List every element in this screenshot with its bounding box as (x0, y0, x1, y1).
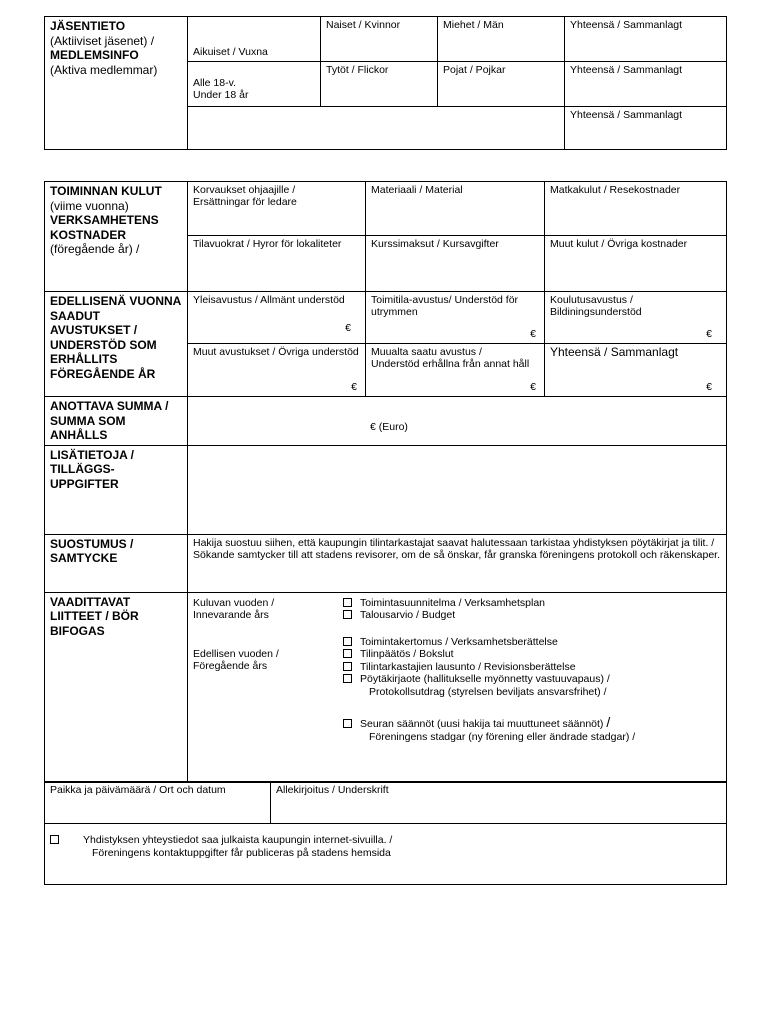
attachment-label: Toimintasuunnitelma / Verksamhetsplan (360, 596, 546, 609)
consent-text-cell (188, 534, 727, 592)
under18-label: Alle 18-v. Under 18 år (193, 77, 249, 101)
grand-total-field[interactable] (565, 107, 727, 150)
checkbox[interactable] (343, 674, 352, 683)
course-fees-label: Kurssimaksut / Kursavgifter (371, 238, 499, 250)
grants-title: EDELLISENÄ VUONNA SAADUT AVUSTUKSET / UNDERSTÖD SOM ERHÅLLITS FÖREGÅENDE ÅR (50, 294, 181, 381)
youth-total-label: Yhteensä / Sammanlagt (570, 64, 683, 76)
adults-label-cell (188, 17, 321, 62)
members-subtitle-sv: (Aktiva medlemmar) (50, 62, 158, 77)
checkbox[interactable] (343, 662, 352, 671)
youth-total-field[interactable] (565, 62, 727, 107)
signature-table (44, 781, 727, 885)
consent-section-label (45, 534, 188, 592)
attachment-label: Toimintakertomus / Verksamhetsberättelse (360, 635, 558, 648)
signature-label: Allekirjoitus / Underskrift (276, 784, 389, 796)
rules-slash: / (606, 714, 611, 730)
members-section-label (45, 17, 188, 150)
members-title: JÄSENTIETO (50, 19, 126, 33)
other-costs-field[interactable] (545, 236, 727, 292)
general-grant-label: Yleisavustus / Allmänt understöd (193, 294, 345, 306)
publish-checkbox[interactable] (50, 835, 59, 844)
members-empty-cell (188, 107, 565, 150)
checkbox[interactable] (343, 637, 352, 646)
place-date-label: Paikka ja päivämäärä / Ort och datum (50, 784, 226, 796)
attachment-label: Tilinpäätös / Bokslut (360, 648, 454, 660)
travel-costs-field[interactable] (545, 182, 727, 236)
external-grants-label: Muualta saatu avustus / Understöd erhållna från annat håll (371, 346, 530, 370)
checkbox[interactable] (343, 649, 352, 658)
costs-subtitle-sv: (föregående år) / (50, 242, 140, 256)
attachment-item[interactable] (343, 636, 722, 649)
men-label: Miehet / Män (443, 19, 504, 31)
signature-field[interactable] (271, 782, 727, 824)
euro-sign: € (530, 328, 536, 340)
costs-section-label (45, 182, 188, 292)
attachment-item[interactable] (343, 597, 722, 610)
boys-label: Pojat / Pojkar (443, 64, 506, 76)
men-field[interactable] (438, 17, 565, 62)
women-label: Naiset / Kvinnor (326, 19, 401, 31)
checkbox[interactable] (343, 719, 352, 728)
attachments-section-label (45, 592, 188, 782)
euro-sign: € (530, 381, 536, 393)
grants-total-field[interactable] (545, 344, 727, 397)
attachments-title: VAADITTAVAT LIITTEET / BÖR BIFOGAS (50, 594, 139, 638)
travel-costs-label: Matkakulut / Resekostnader (550, 184, 681, 196)
checkbox[interactable] (343, 610, 352, 619)
costs-subtitle-fi: (viime vuonna) (50, 198, 129, 213)
material-field[interactable] (366, 182, 545, 236)
applied-amount-unit: € (Euro) (370, 421, 408, 433)
leader-fees-field[interactable] (188, 182, 366, 236)
rules-sv-label: Föreningens stadgar (ny förening eller ändrade stadgar) / (369, 730, 636, 743)
grants-total-label: Yhteensä / Sammanlagt (550, 345, 679, 359)
publish-consent-item[interactable] (50, 834, 722, 847)
external-grants-field[interactable] (366, 344, 545, 397)
general-grant-field[interactable] (188, 292, 366, 344)
costs-title-sv: VERKSAMHETENS KOSTNADER (50, 213, 159, 242)
girls-label: Tytöt / Flickor (326, 64, 389, 76)
other-grants-label: Muut avustukset / Övriga understöd (193, 346, 359, 358)
attachment-item[interactable] (343, 609, 722, 622)
checkbox[interactable] (343, 598, 352, 607)
rent-field[interactable] (188, 236, 366, 292)
applied-title: ANOTTAVA SUMMA / SUMMA SOM ANHÅLLS (50, 399, 169, 442)
main-form-table (44, 181, 727, 783)
attachments-cell (188, 592, 727, 782)
education-grant-label: Koulutusavustus / Bildiningsunderstöd (550, 294, 642, 318)
grand-total-label: Yhteensä / Sammanlagt (570, 109, 683, 121)
extra-info-section-label (45, 445, 188, 534)
rent-label: Tilavuokrat / Hyror för lokaliteter (193, 238, 342, 250)
members-title-sv: MEDLEMSINFO (50, 48, 139, 62)
euro-sign: € (706, 381, 712, 393)
attachment-item[interactable] (343, 673, 722, 686)
attachment-label: Tilintarkastajien lausunto / Revisionsberättelse (360, 660, 576, 673)
girls-field[interactable] (321, 62, 438, 107)
members-table (44, 16, 727, 150)
euro-sign: € (706, 328, 712, 340)
adults-label: Aikuiset / Vuxna (193, 46, 268, 58)
consent-text: Hakija suostuu siihen, että kaupungin tilintarkastajat saavat halutessaan tarkistaa yhdistyksen pöytäkirjat ja tilit. / Sökande samtycker till att stadens revisorer, om de så önskar, får granska föreningens protokoll och räkenskaper. (193, 536, 721, 561)
publish-text-sv: Föreningens kontaktuppgifter får publiceras på stadens hemsida (92, 846, 391, 859)
consent-title: SUOSTUMUS / SAMTYCKE (50, 536, 134, 565)
course-fees-field[interactable] (366, 236, 545, 292)
attachment-label: Talousarvio / Budget (360, 609, 456, 621)
previous-year-label: Edellisen vuoden / Föregående års (193, 647, 279, 672)
euro-sign: € (345, 322, 351, 334)
extra-info-title: LISÄTIETOJA / TILLÄGGS-UPPGIFTER (50, 447, 135, 491)
adults-total-label: Yhteensä / Sammanlagt (570, 19, 683, 31)
material-label: Materiaali / Material (371, 184, 463, 196)
leader-fees-label: Korvaukset ohjaajille / Ersättningar för ledare (193, 184, 297, 208)
under18-label-cell (188, 62, 321, 107)
minutes-sv-label: Protokollsutdrag (styrelsen beviljats ansvarsfrihet) / (369, 685, 607, 698)
euro-sign: € (351, 381, 357, 393)
attachment-item[interactable] (343, 661, 722, 674)
applied-amount-field[interactable] (188, 397, 727, 446)
women-field[interactable] (321, 17, 438, 62)
costs-title: TOIMINNAN KULUT (50, 184, 162, 198)
applied-section-label (45, 397, 188, 446)
publish-consent-cell (45, 824, 727, 885)
extra-info-field[interactable] (188, 445, 727, 534)
boys-field[interactable] (438, 62, 565, 107)
attachment-item[interactable] (343, 716, 722, 731)
premises-grant-field[interactable] (366, 292, 545, 344)
attachment-item[interactable] (343, 648, 722, 661)
place-date-field[interactable] (45, 782, 271, 824)
current-year-label: Kuluvan vuoden / Innevarande års (193, 596, 275, 621)
other-grants-field[interactable] (188, 344, 366, 397)
education-grant-field[interactable] (545, 292, 727, 344)
attachment-label: Seuran säännöt (uusi hakija tai muuttuneet säännöt) (360, 718, 604, 730)
other-costs-label: Muut kulut / Övriga kostnader (550, 238, 688, 250)
publish-text-fi: Yhdistyksen yhteystiedot saa julkaista kaupungin internet-sivuilla. / (83, 834, 393, 846)
premises-grant-label: Toimitila-avustus/ Understöd för utrymmen (371, 294, 519, 318)
adults-total-field[interactable] (565, 17, 727, 62)
attachment-label: Pöytäkirjaote (hallitukselle myönnetty vastuuvapaus) / (360, 673, 610, 685)
grants-section-label (45, 292, 188, 397)
members-subtitle-fi: (Aktiiviset jäsenet) / (50, 33, 155, 48)
